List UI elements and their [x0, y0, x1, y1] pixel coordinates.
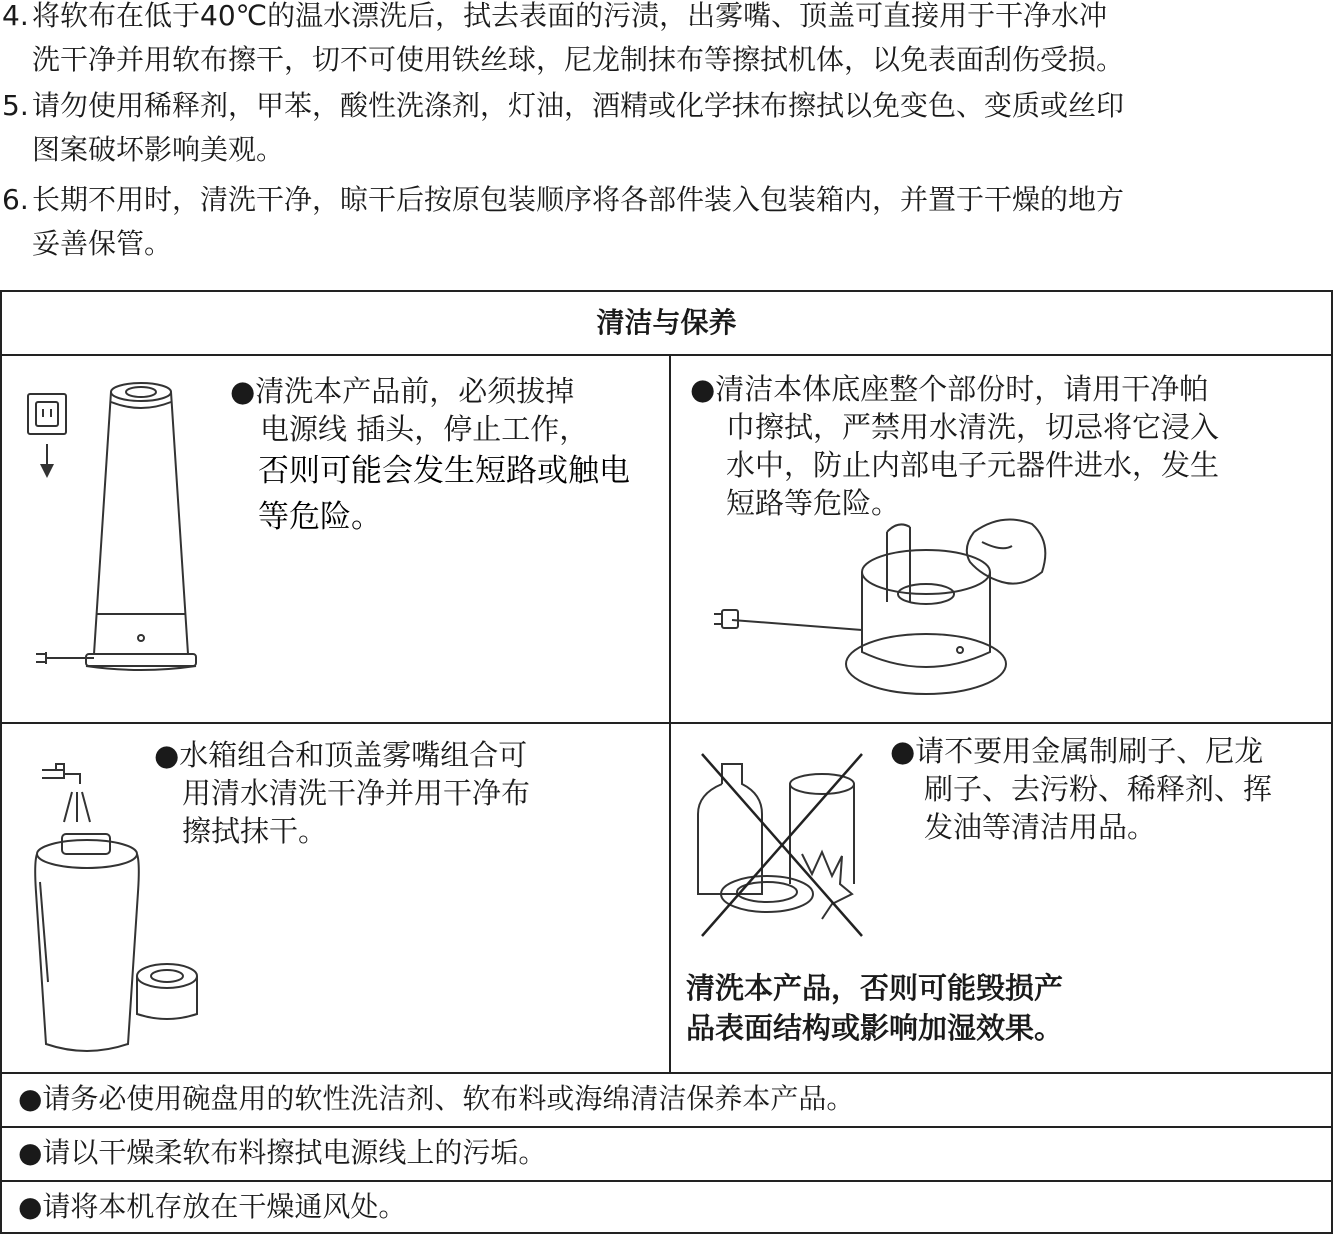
- text-line: ●水箱组合和顶盖雾嘴组合可: [154, 738, 528, 772]
- text-line: 水中，防止内部电子元器件进水，发生: [726, 448, 1220, 482]
- text-line: 等危险。: [258, 499, 382, 535]
- divider: [2, 722, 1331, 724]
- unplug-humidifier-illustration: [16, 382, 216, 692]
- item-line: 图案破坏影响美观。: [32, 133, 285, 166]
- item-line: 洗干净并用软布擦干，切不可使用铁丝球，尼龙制抹布等擦拭机体，以免表面刮伤受损。: [32, 43, 1125, 76]
- text-line: 巾擦拭，严禁用水清洗，切忌将它浸入: [726, 410, 1220, 444]
- text-line: 否则可能会发生短路或触电: [258, 453, 630, 489]
- text-line: 刷子、去污粉、稀释剂、挥: [924, 772, 1273, 806]
- tank-cleaning-instruction: [154, 736, 530, 850]
- text-line: 短路等危险。: [726, 486, 901, 520]
- item-line: 妥善保管。: [32, 227, 173, 260]
- maintenance-table: [0, 290, 1333, 1234]
- tip-row: ●请将本机存放在干燥通风处。: [18, 1190, 407, 1223]
- item-number: 5.: [2, 89, 29, 122]
- wipe-base-illustration: [712, 512, 1072, 702]
- tip-row: ●请务必使用碗盘用的软性洗洁剂、软布料或海绵清洁保养本产品。: [18, 1082, 855, 1115]
- divider: [669, 354, 671, 1072]
- item-line: 长期不用时，清洗干净，晾干后按原包装顺序将各部件装入包装箱内，并置于干燥的地方: [32, 183, 1125, 216]
- unplug-instruction: [230, 372, 630, 540]
- item-line: 将软布在低于40℃的温水漂洗后，拭去表面的污渍，出雾嘴、顶盖可直接用于干净水冲: [32, 0, 1108, 32]
- text-line: ●清洗本产品前，必须拔掉: [230, 374, 575, 408]
- tip-row: ●请以干燥柔软布料擦拭电源线上的污垢。: [18, 1136, 547, 1169]
- text-line: 电源线 插头，停止工作，: [260, 412, 589, 446]
- damage-warning: [686, 968, 1063, 1048]
- prohibited-cleaners-illustration: [692, 744, 872, 944]
- warning-line: 品表面结构或影响加湿效果。: [686, 1011, 1064, 1045]
- text-line: 擦拭抹干。: [182, 814, 328, 848]
- text-line: ●请不要用金属制刷子、尼龙: [890, 734, 1264, 768]
- table-title: 清洁与保养: [596, 306, 737, 339]
- text-line: 发油等清洁用品。: [924, 810, 1157, 844]
- text-line: ●清洁本体底座整个部份时，请用干净帕: [690, 372, 1209, 406]
- prohibited-cleaners-instruction: [890, 732, 1272, 846]
- item-number: 6.: [2, 183, 29, 216]
- warning-line: 清洗本产品，否则可能毁损产: [686, 971, 1064, 1005]
- base-cleaning-instruction: [690, 370, 1219, 522]
- item-number: 4.: [2, 0, 29, 32]
- divider: [2, 354, 1331, 356]
- item-line: 请勿使用稀释剂，甲苯，酸性洗涤剂，灯油，酒精或化学抹布擦拭以免变色、变质或丝印: [32, 89, 1125, 122]
- text-line: 用清水清洗干净并用干净布: [182, 776, 531, 810]
